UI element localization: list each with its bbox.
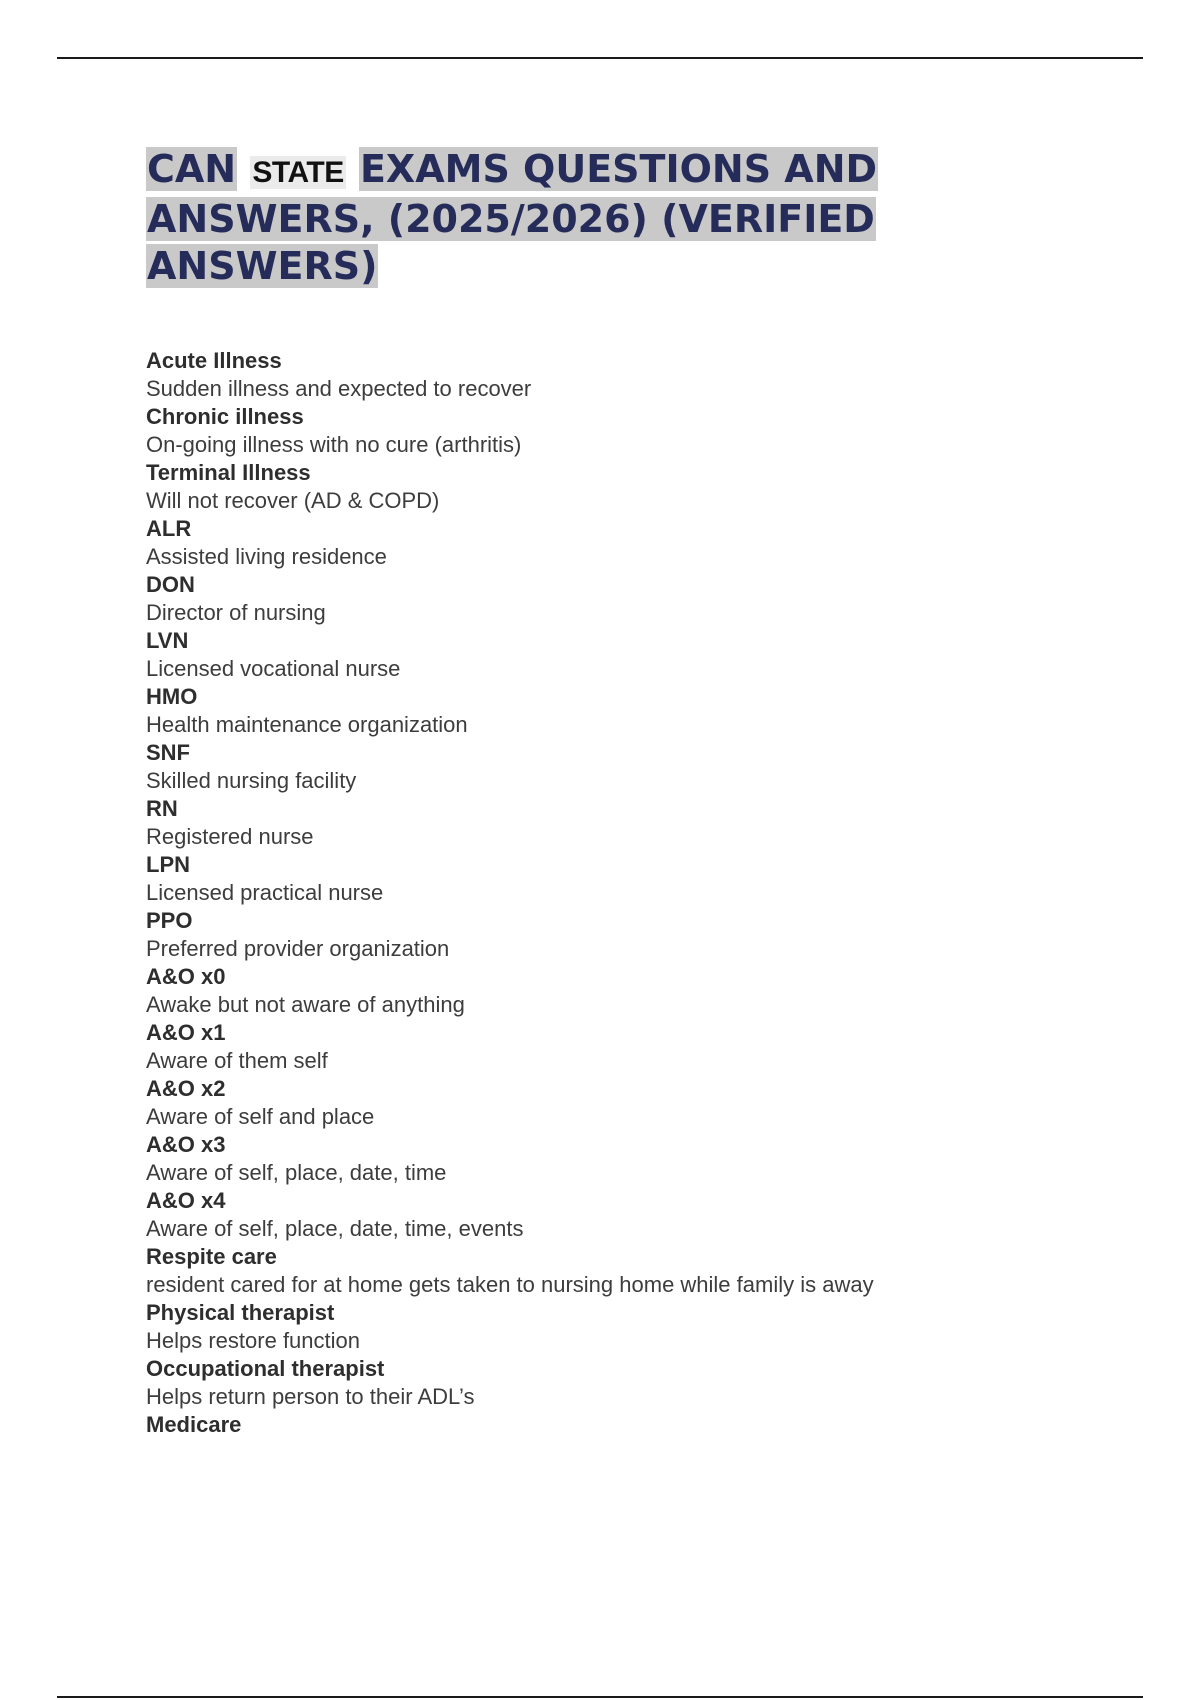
- bottom-rule: [57, 1696, 1143, 1698]
- title-part-2: EXAMS QUESTIONS AND ANSWERS, (2025/2026) (VERIFIED ANSWERS): [147, 147, 878, 288]
- term-label: Chronic illness: [146, 404, 304, 429]
- term-label: Respite care: [146, 1244, 277, 1269]
- term-definition: resident cared for at home gets taken to nursing home while family is away: [146, 1272, 874, 1297]
- term-label: A&O x2: [146, 1076, 226, 1101]
- term-definition: Aware of self, place, date, time, events: [146, 1216, 524, 1241]
- term-definition: On-going illness with no cure (arthritis): [146, 432, 522, 457]
- title-state-word: STATE: [252, 156, 344, 189]
- document-title: [146, 146, 986, 290]
- term-label: Physical therapist: [146, 1300, 335, 1325]
- term-definition: Aware of self and place: [146, 1104, 375, 1129]
- term-label: A&O x0: [146, 964, 226, 989]
- term-label: LVN: [146, 628, 189, 653]
- term-label: ALR: [146, 516, 192, 541]
- term-definition: Preferred provider organization: [146, 936, 450, 961]
- term-definition: Skilled nursing facility: [146, 768, 357, 793]
- top-rule: [57, 57, 1143, 59]
- term-definition: Licensed vocational nurse: [146, 656, 401, 681]
- term-label: HMO: [146, 684, 198, 709]
- terms-list: [146, 347, 1146, 1439]
- term-definition: Registered nurse: [146, 824, 314, 849]
- term-label: SNF: [146, 740, 190, 765]
- term-label: PPO: [146, 908, 193, 933]
- term-label: Occupational therapist: [146, 1356, 385, 1381]
- term-definition: Helps return person to their ADL’s: [146, 1384, 475, 1409]
- title-part-1: CAN: [147, 147, 237, 191]
- term-label: Acute Illness: [146, 348, 282, 373]
- term-definition: Health maintenance organization: [146, 712, 468, 737]
- term-label: Medicare: [146, 1412, 242, 1437]
- term-label: DON: [146, 572, 195, 597]
- term-label: Terminal Illness: [146, 460, 311, 485]
- term-label: A&O x1: [146, 1020, 226, 1045]
- term-definition: Awake but not aware of anything: [146, 992, 465, 1017]
- term-definition: Helps restore function: [146, 1328, 360, 1353]
- term-definition: Will not recover (AD & COPD): [146, 488, 440, 513]
- term-label: A&O x3: [146, 1132, 226, 1157]
- term-definition: Sudden illness and expected to recover: [146, 376, 532, 401]
- term-definition: Director of nursing: [146, 600, 326, 625]
- term-label: A&O x4: [146, 1188, 226, 1213]
- term-label: LPN: [146, 852, 190, 877]
- term-definition: Aware of self, place, date, time: [146, 1160, 447, 1185]
- term-definition: Aware of them self: [146, 1048, 328, 1073]
- term-label: RN: [146, 796, 178, 821]
- term-definition: Assisted living residence: [146, 544, 387, 569]
- term-definition: Licensed practical nurse: [146, 880, 384, 905]
